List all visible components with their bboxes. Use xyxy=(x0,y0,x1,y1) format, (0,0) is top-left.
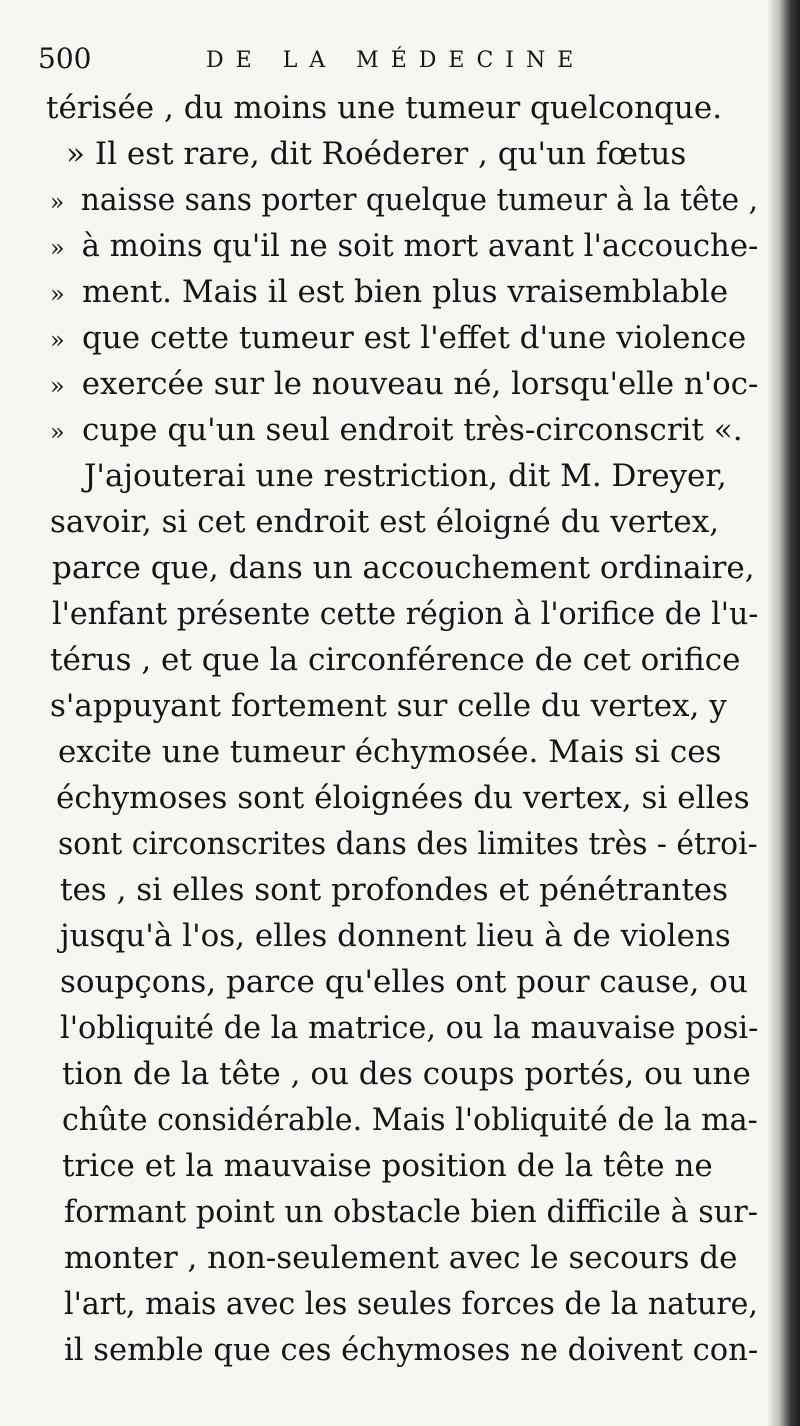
line-text: l'obliquité de la matrice, ou la mauvaise posi- xyxy=(60,1010,759,1046)
line-text: jusqu'à l'os, elles donnent lieu à de violens xyxy=(60,918,731,954)
line-text: échymoses sont éloignées du vertex, si elles xyxy=(56,780,750,816)
line-text: térisée , du moins une tumeur quelconque. xyxy=(46,90,723,126)
line-text: J'ajouterai une restriction, dit M. Dreyer, xyxy=(84,458,727,494)
line-text: sont circonscrites dans des limites très - étroi- xyxy=(58,826,758,862)
line-text: excite une tumeur échymosée. Mais si ces xyxy=(58,734,722,770)
line-text: tes , si elles sont profondes et pénétrantes xyxy=(60,872,729,908)
quote-mark: » xyxy=(50,418,65,446)
text-line xyxy=(64,1330,758,1370)
page-number: 500 xyxy=(38,42,92,75)
text-line xyxy=(50,410,743,452)
text-line xyxy=(62,1100,758,1140)
line-text: naisse sans porter quelque tumeur à la tête , xyxy=(80,182,759,218)
line-text: savoir, si cet endroit est éloigné du vertex, xyxy=(50,504,720,540)
text-line xyxy=(58,824,758,864)
line-text: s'appuyant fortement sur celle du vertex, y xyxy=(50,688,727,724)
quote-mark: » xyxy=(50,372,65,400)
line-text: que cette tumeur est l'effet d'une violence xyxy=(82,320,747,356)
line-text: trice et la mauvaise position de la tête ne xyxy=(62,1148,713,1184)
text-line xyxy=(50,502,719,542)
text-line xyxy=(50,640,740,680)
text-line xyxy=(50,364,758,406)
text-line xyxy=(52,548,755,588)
text-line xyxy=(60,870,728,910)
text-line xyxy=(60,962,748,1002)
line-text: exercée sur le nouveau né, lorsqu'elle n'oc- xyxy=(81,366,759,402)
text-line xyxy=(66,134,686,174)
text-line xyxy=(64,1192,758,1232)
text-line xyxy=(62,1054,751,1094)
line-text: ment. Mais il est bien plus vraisemblable xyxy=(82,274,729,310)
text-line xyxy=(60,916,731,956)
line-text: l'enfant présente cette région à l'orifice de l'u- xyxy=(52,596,759,632)
text-line xyxy=(64,1284,758,1324)
text-line xyxy=(46,88,722,128)
line-text: à moins qu'il ne soit mort avant l'accouche- xyxy=(81,228,759,264)
line-text: cupe qu'un seul endroit très-circonscrit «. xyxy=(82,412,743,448)
line-text: chûte considérable. Mais l'obliquité de la ma- xyxy=(62,1102,758,1138)
line-text: » Il est rare, dit Roéderer , qu'un fœtus xyxy=(66,136,687,172)
line-text: l'art, mais avec les seules forces de la nature, xyxy=(64,1286,758,1322)
line-text: soupçons, parce qu'elles ont pour cause, ou xyxy=(60,964,748,1000)
text-line xyxy=(50,272,728,314)
quote-mark: » xyxy=(50,188,65,216)
line-text: tion de la tête , ou des coups portés, ou une xyxy=(62,1056,751,1092)
quote-mark: » xyxy=(50,234,65,262)
line-text: parce que, dans un accouchement ordinaire, xyxy=(52,550,755,586)
text-line xyxy=(50,180,758,222)
text-line xyxy=(50,226,758,268)
line-text: térus , et que la circonférence de cet orifice xyxy=(50,642,741,678)
page-header xyxy=(38,40,758,80)
text-line xyxy=(50,318,746,360)
line-text: formant point un obstacle bien difficile à sur- xyxy=(64,1194,758,1230)
line-text: il semble que ces échymoses ne doivent con- xyxy=(64,1332,759,1368)
text-line xyxy=(58,732,721,772)
text-line xyxy=(62,1146,713,1186)
text-line xyxy=(52,594,758,634)
running-title: DE LA MÉDECINE xyxy=(206,48,586,73)
line-text: monter , non-seulement avec le secours de xyxy=(64,1240,738,1276)
text-line xyxy=(50,686,727,726)
quote-mark: » xyxy=(50,326,65,354)
text-line xyxy=(84,456,727,496)
text-line xyxy=(60,1008,758,1048)
text-line xyxy=(64,1238,737,1278)
page-gutter-shadow xyxy=(768,0,800,1426)
quote-mark: » xyxy=(50,280,65,308)
text-line xyxy=(56,778,750,818)
